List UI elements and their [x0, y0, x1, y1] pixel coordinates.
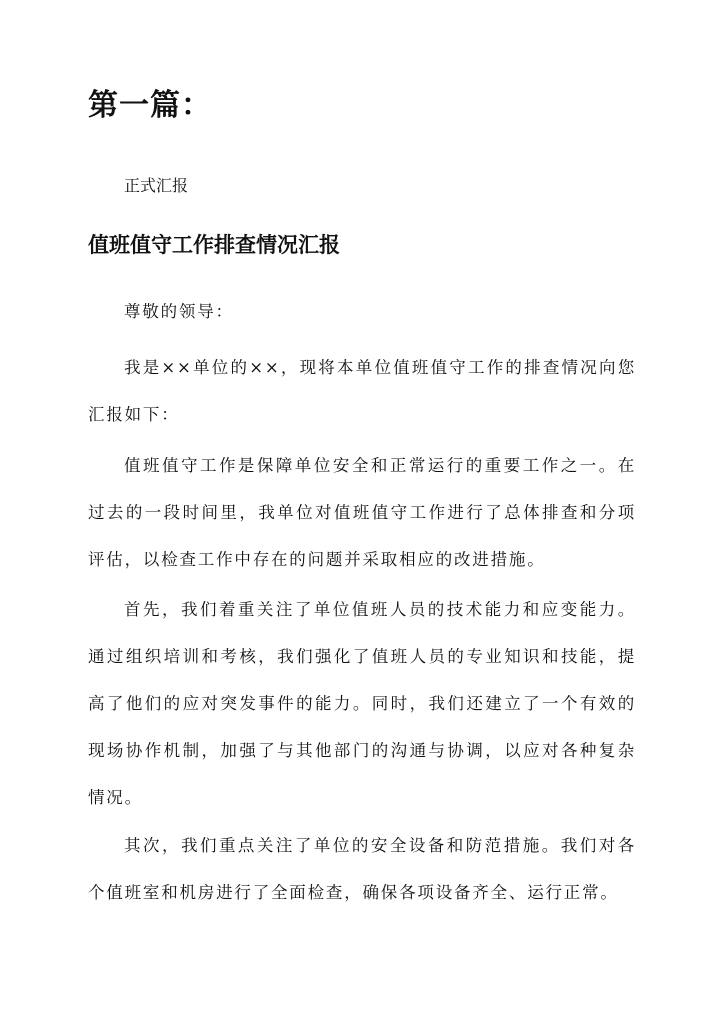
document-subtitle: 正式汇报 — [124, 176, 189, 195]
chapter-title: 第一篇： — [88, 88, 212, 123]
paragraph: 我是××单位的××，现将本单位值班值守工作的排查情况向您汇报如下： — [88, 358, 636, 424]
greeting: 尊敬的领导： — [124, 302, 234, 321]
document-title: 值班值守工作排查情况汇报 — [88, 232, 340, 257]
paragraph: 首先，我们着重关注了单位值班人员的技术能力和应变能力。通过组织培训和考核，我们强化了值班人员的专业知识和技能，提高了他们的应对突发事件的能力。同时，我们还建立了一个有效的现场协作机制，加强了与其他部门的沟通与协调，以应对各种复杂情况。 — [88, 600, 636, 807]
paragraph: 值班值守工作是保障单位安全和正常运行的重要工作之一。在过去的一段时间里，我单位对值班值守工作进行了总体排查和分项评估，以检查工作中存在的问题并采取相应的改进措施。 — [88, 456, 636, 569]
paragraph: 其次，我们重点关注了单位的安全设备和防范措施。我们对各个值班室和机房进行了全面检查，确保各项设备齐全、运行正常。 — [88, 836, 636, 902]
